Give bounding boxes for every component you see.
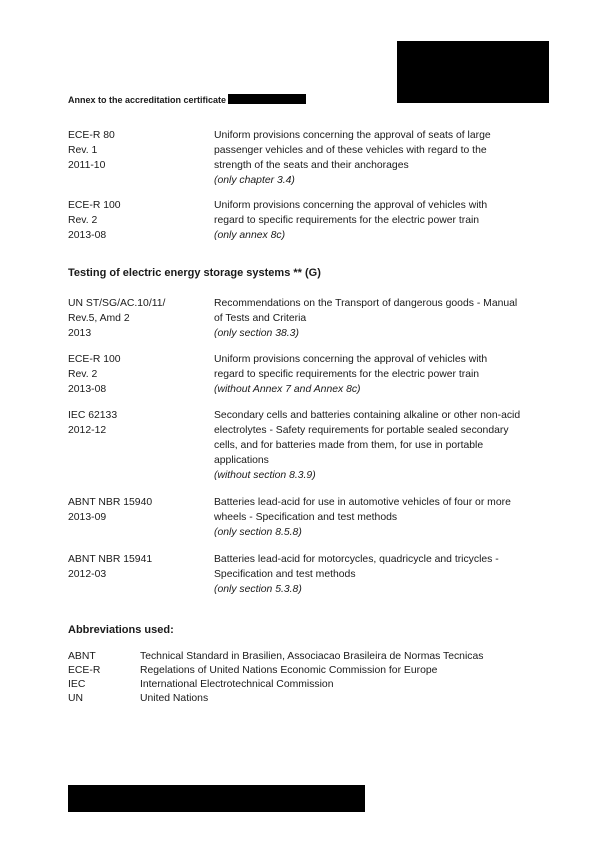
section-heading-storage-systems: Testing of electric energy storage systems ** (G)	[68, 267, 321, 279]
redacted-block-footer	[68, 785, 365, 812]
standard-description	[214, 198, 544, 243]
abbreviation-value: Technical Standard in Brasilien, Associacao Brasileira de Normas Tecnicas	[140, 651, 484, 662]
description-line: of Tests and Criteria	[214, 313, 307, 324]
standard-id-line: ABNT NBR 15940	[68, 497, 153, 508]
description-line: Uniform provisions concerning the approval of vehicles with	[214, 200, 488, 211]
standard-id-line: Rev. 1	[68, 145, 98, 156]
standard-id-line: 2013-08	[68, 230, 107, 241]
description-line: cells, and for batteries made from them, for use in portable	[214, 440, 484, 451]
standard-id-line: ECE-R 100	[68, 200, 121, 211]
description-line: electrolytes - Safety requirements for portable sealed secondary	[214, 425, 509, 436]
description-line: Uniform provisions concerning the approval of seats of large	[214, 130, 491, 141]
redacted-block-top-right	[397, 41, 549, 103]
standard-id	[68, 552, 208, 582]
standard-id	[68, 408, 208, 438]
standard-id	[68, 128, 208, 173]
abbreviation-value: United Nations	[140, 693, 209, 704]
standard-id-line: ABNT NBR 15941	[68, 554, 153, 565]
abbreviation-key: UN	[68, 693, 84, 704]
standard-description	[214, 552, 544, 597]
description-line: applications	[214, 455, 269, 466]
abbreviation-key: ABNT	[68, 651, 96, 662]
standard-id	[68, 198, 208, 243]
scope-note: (only section 38.3)	[214, 328, 299, 339]
scope-note: (without Annex 7 and Annex 8c)	[214, 384, 361, 395]
abbreviation-row	[68, 664, 538, 678]
standard-description	[214, 352, 544, 397]
standard-id-line: Rev. 2	[68, 215, 98, 226]
standard-description	[214, 128, 544, 188]
standard-id	[68, 495, 208, 525]
standard-description	[214, 408, 544, 483]
annex-header: Annex to the accreditation certificate	[68, 95, 227, 105]
standard-id-line: ECE-R 80	[68, 130, 115, 141]
abbreviation-row	[68, 650, 538, 664]
description-line: passenger vehicles and of these vehicles with regard to the	[214, 145, 487, 156]
abbreviation-key: IEC	[68, 679, 86, 690]
standard-id	[68, 352, 208, 397]
standard-id-line: 2012-12	[68, 425, 107, 436]
scope-note: (only section 5.3.8)	[214, 584, 302, 595]
standard-id-line: ECE-R 100	[68, 354, 121, 365]
scope-note: (only chapter 3.4)	[214, 175, 295, 186]
standard-id-line: 2013-09	[68, 512, 107, 523]
standard-description	[214, 296, 544, 341]
description-line: wheels - Specification and test methods	[214, 512, 398, 523]
standard-id	[68, 296, 208, 341]
scope-note: (only section 8.5.8)	[214, 527, 302, 538]
abbreviation-value: International Electrotechnical Commission	[140, 679, 334, 690]
scope-note: (only annex 8c)	[214, 230, 286, 241]
standard-id-line: Rev.5, Amd 2	[68, 313, 130, 324]
standard-id-line: UN ST/SG/AC.10/11/	[68, 298, 166, 309]
description-line: Uniform provisions concerning the approval of vehicles with	[214, 354, 488, 365]
description-line: regard to specific requirements for the electric power train	[214, 369, 480, 380]
abbreviation-row	[68, 678, 538, 692]
redacted-certificate-number	[228, 94, 306, 104]
scope-note: (without section 8.3.9)	[214, 470, 316, 481]
description-line: Secondary cells and batteries containing alkaline or other non-acid	[214, 410, 521, 421]
abbreviations-heading: Abbreviations used:	[68, 624, 174, 636]
standard-description	[214, 495, 544, 540]
standard-id-line: 2013-08	[68, 384, 107, 395]
description-line: Specification and test methods	[214, 569, 356, 580]
description-line: Recommendations on the Transport of dangerous goods - Manual	[214, 298, 518, 309]
description-line: strength of the seats and their anchorages	[214, 160, 409, 171]
abbreviation-row	[68, 692, 538, 706]
standard-id-line: Rev. 2	[68, 369, 98, 380]
abbreviation-value: Regelations of United Nations Economic Commission for Europe	[140, 665, 438, 676]
standard-id-line: 2012-03	[68, 569, 107, 580]
description-line: Batteries lead-acid for use in automotive vehicles of four or more	[214, 497, 511, 508]
standard-id-line: 2011-10	[68, 160, 106, 171]
abbreviation-key: ECE-R	[68, 665, 101, 676]
description-line: Batteries lead-acid for motorcycles, quadricycle and tricycles -	[214, 554, 499, 565]
standard-id-line: 2013	[68, 328, 92, 339]
standard-id-line: IEC 62133	[68, 410, 118, 421]
description-line: regard to specific requirements for the electric power train	[214, 215, 480, 226]
